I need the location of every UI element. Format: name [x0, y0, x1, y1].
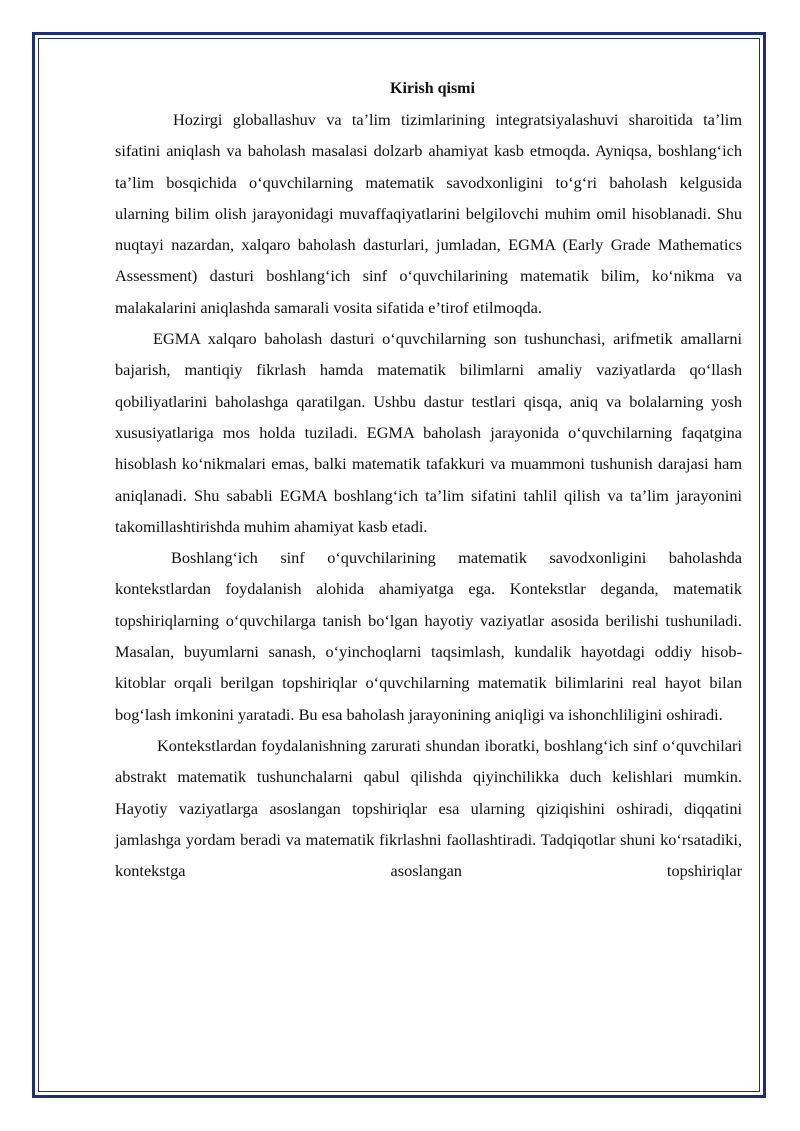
document-title: Kirish qismi	[390, 80, 475, 97]
paragraph-2: EGMA xalqaro baholash dasturi o‘quvchilarning son tushunchasi, arifmetik amallarni bajarish, mantiqiy fikrlash hamda matematik bilimlarni amaliy vaziyatlarda qo‘llash qobiliyatlarini baholashga qaratilgan. Ushbu dastur testlari qisqa, aniq va bolalarning yosh xususiyatlariga mos holda tuziladi. EGMA baholash jarayonida o‘quvchilarning faqatgina hisoblash ko‘nikmalari emas, balki matematik tafakkuri va muammoni tushunish darajasi ham aniqlanadi. Shu sababli EGMA boshlang‘ich ta’lim sifatini tahlil qilish va ta’lim jarayonini takomillashtirishda muhim ahamiyat kasb etadi.	[115, 329, 742, 536]
document-body	[115, 73, 742, 886]
paragraph-3: Boshlang‘ich sinf o‘quvchilarining matematik savodxonligini baholashda kontekstlardan foydalanish alohida ahamiyatga ega. Kontekstlar deganda, matematik topshiriqlarning o‘quvchilarga tanish bo‘lgan hayotiy vaziyatlar asosida berilishi tushuniladi. Masalan, buyumlarni sanash, o‘yinchoqlarni taqsimlash, kundalik hayotdagi oddiy hisob-kitoblar orqali berilgan topshiriqlar o‘quvchilarning matematik bilimlarini real hayot bilan bog‘lash imkonini yaratadi. Bu esa baholash jarayonining aniqligi va ishonchliligini oshiradi.	[115, 548, 742, 724]
paragraph-4: Kontekstlardan foydalanishning zarurati shundan iboratki, boshlang‘ich sinf o‘quvchilari abstrakt matematik tushunchalarni qabul qilishda qiyinchilikka duch kelishlari mumkin. Hayotiy vaziyatlarga asoslangan topshiriqlar esa ularning qiziqishini oshiradi, diqqatini jamlashga yordam beradi va matematik fikrlashni faollashtiradi. Tadqiqotlar shuni ko‘rsatadiki, kontekstga asoslangan topshiriqlar	[115, 735, 742, 881]
paragraph-1: Hozirgi globallashuv va ta’lim tizimlarining integratsiyalashuvi sharoitida ta’lim sifatini aniqlash va baholash masalasi dolzarb ahamiyat kasb etmoqda. Ayniqsa, boshlang‘ich ta’lim bosqichida o‘quvchilarning matematik savodxonligini to‘g‘ri baholash kelgusida ularning bilim olish jarayonidagi muvaffaqiyatlarini belgilovchi muhim omil hisoblanadi. Shu nuqtayi nazardan, xalqaro baholash dasturlari, jumladan, EGMA (Early Grade Mathematics Assessment) dasturi boshlang‘ich sinf o‘quvchilarining matematik bilim, ko‘nikma va malakalarini aniqlashda samarali vosita sifatida e’tirof etilmoqda.	[115, 110, 742, 317]
